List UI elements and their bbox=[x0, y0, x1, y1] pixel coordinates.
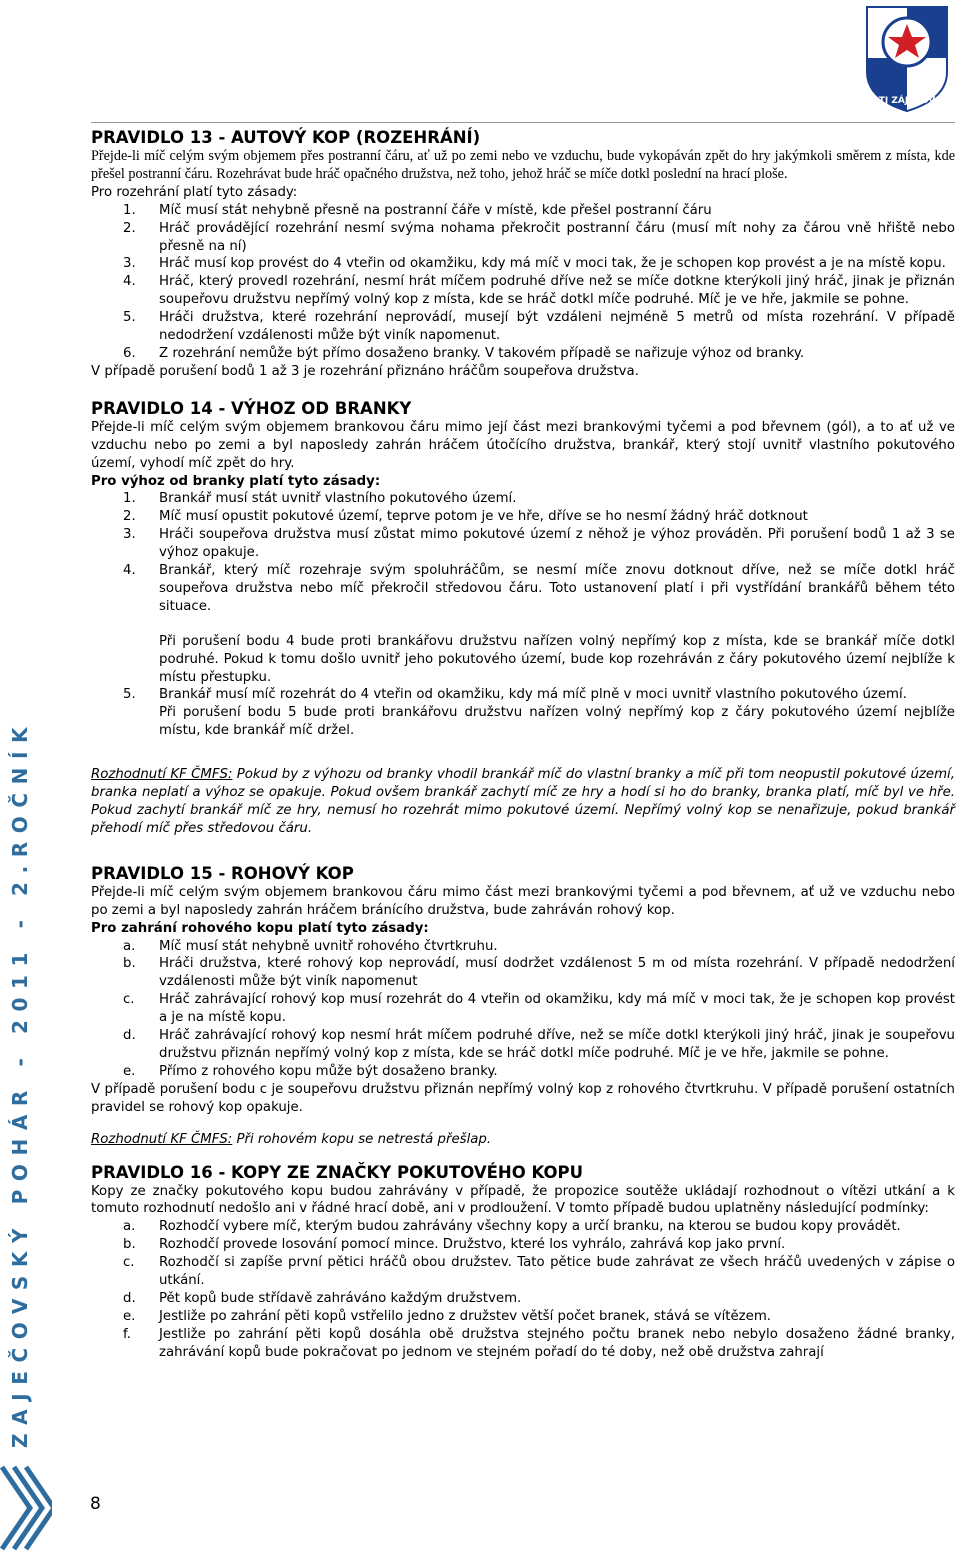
list-item: a. Míč musí stát nehybně uvnitř rohového čtvrtkruhu. bbox=[123, 938, 498, 954]
rule14-intro: Přejde-li míč celým svým objemem brankovou čáru mimo její část mezi brankovými tyčemi a pod břevnem (gól), a to ať už ve vzduchu nebo po zemi a byl naposledy zahrán hráčem útočícího družstva, brankář, který stojí uvnitř vlastního pokutového území, vyhodí míč zpět do hry. bbox=[91, 419, 955, 471]
list-item: c. Rozhodčí si zapíše první pětici hráčů obou družstev. Tato pětice bude zahrávat ze všech hráčů uvedených v zápise o utkání. bbox=[123, 1255, 955, 1289]
rule15-decision: Rozhodnutí KF ČMFS: Při rohovém kopu se netrestá přešlap. bbox=[91, 1131, 492, 1147]
list-item: e. Přímo z rohového kopu může být dosaženo branky. bbox=[123, 1063, 498, 1079]
rule15-list bbox=[91, 938, 955, 1081]
list-item: 2. Hráč provádějící rozehrání nesmí svýma nohama překročit postranní čáru (musí mít nohy za čárou vně hřiště nebo přesně na ní) bbox=[123, 220, 955, 254]
rule13-title: PRAVIDLO 13 - AUTOVÝ KOP (ROZEHRÁNÍ) bbox=[91, 128, 481, 147]
rule14-para5b: Při porušení bodu 5 bude proti brankářovu družstvu nařízen volný nepřímý kop z čáry pokutového území nejblíže místu, kde brankář míč držel. bbox=[159, 705, 955, 739]
list-item: 5. Hráči družstva, které rozehrání neprovádí, musejí být vzdáleni nejméně 5 metrů od místa rozehrání. V případě nedodržení vzdálenosti může být viník napomenut. bbox=[123, 310, 955, 344]
list-item: f. Jestliže po zahrání pěti kopů dosáhla obě družstva stejného počtu branek nebo nebylo dosaženo žádné branky, zahrávání kopů bude pokračovat po jednom ve stejném pořadí do té doby, než obě družstva zahrají bbox=[123, 1326, 955, 1360]
rule14-rules-head: Pro výhoz od branky platí tyto zásady: bbox=[91, 473, 381, 489]
list-item: 1. Míč musí stát nehybně přesně na postranní čáře v místě, kde přešel postranní čáru bbox=[123, 202, 712, 218]
rule13-rules-head: Pro rozehrání platí tyto zásady: bbox=[91, 184, 298, 200]
rule14-decision: Rozhodnutí KF ČMFS: Pokud by z výhozu od branky vhodil brankář míč do vlastní branky a míč při tom neopustil pokutové území, branka neplatí a výhoz se opakuje. Pokud ovšem brankář zachytí míč ze hry a hodí si ho do branky, branka platí, míč byl ve hře. Pokud zachytí brankář míč ze hry, nemusí ho rozehrát mimo pokutové území. Nepřímý volný kop se nenařizuje, pokud brankář přehodí míč přes středovou čáru. bbox=[91, 767, 955, 836]
list-item: 3. Hráči soupeřova družstva musí zůstat mimo pokutové území z něhož je výhoz prováděn. Při porušení bodů 1 až 3 se výhoz opakuje. bbox=[123, 527, 955, 561]
club-logo bbox=[862, 2, 952, 112]
rule13-list bbox=[91, 202, 955, 363]
side-banner-text: ZAJEČOVSKÝ POHÁR - 2011 - 2.ROČNÍK bbox=[8, 718, 32, 1448]
rule14-para4b: Při porušení bodu 4 bude proti brankářovu družstvu nařízen volný nepřímý kop z místa, kde se brankář míče dotkl podruhé. Pokud k tomu došlo uvnitř jeho pokutového území, bude kop rozehráván z čáry pokutového území nejblíže k místu přestupku. bbox=[159, 633, 955, 685]
list-item: d. Pět kopů bude střídavě zahráváno každým družstvem. bbox=[123, 1290, 522, 1306]
list-item: e. Jestliže po zahrání pěti kopů vstřelilo jedno z družstev větší počet branek, stává se vítězem. bbox=[123, 1308, 772, 1324]
chevron-decoration-icon bbox=[0, 1463, 52, 1553]
rule14-title: PRAVIDLO 14 - VÝHOZ OD BRANKY bbox=[91, 398, 412, 418]
document-body bbox=[91, 128, 955, 1362]
list-item: d. Hráč zahrávající rohový kop nesmí hrát míčem podruhé dříve, než se míče dotkl kterýkoli jiný hráč, jinak je soupeřovu družstvu přiznán nepřímý volný kop z místa, kde se hráč dotkl míče podruhé. Míč je ve hře, jakmile se pohne. bbox=[123, 1028, 955, 1061]
rule15-title: PRAVIDLO 15 - ROHOVÝ KOP bbox=[91, 863, 354, 883]
page-number: 8 bbox=[90, 1494, 101, 1514]
rule15-outro: V případě porušení bodu c je soupeřovu družstvu přiznán nepřímý volný kop z rohového čtvrtkruhu. V případě porušení ostatních pravidel se rohový kop opakuje. bbox=[91, 1081, 955, 1115]
rule13-intro: Přejde-li míč celým svým objemem přes postranní čáru, ať už po zemi nebo ve vzduchu, bude vykopáván zpět do hry jakýmkoli směrem z místa, kde přešel postranní čáru. Rozehrávat bude hráč opačného družstva, než toho, jehož hráč se míče dotkl poslední na hrací ploše. bbox=[91, 148, 955, 182]
rule15-intro: Přejde-li míč celým svým objemem brankovou čáru mimo část mezi brankovými tyčemi a pod břevnem, ať už ve vzduchu nebo po zemi a byl naposledy zahrán hráčem bránícího družstva, bude zahráván rohový kop. bbox=[91, 884, 955, 918]
list-item: b. Hráči družstva, které rohový kop neprovádí, musí dodržet vzdálenost 5 m od místa rozehrání. V případě nedodržení vzdálenosti může být viník napomenut bbox=[123, 956, 955, 990]
list-item: a. Rozhodčí vybere míč, kterým budou zahrávány všechny kopy a určí branku, na kterou se budou kopy provádět. bbox=[123, 1219, 901, 1235]
logo-text: TJ ZÁJEČOV bbox=[878, 96, 936, 106]
list-item: c. Hráč zahrávající rohový kop musí rozehrát do 4 vteřin od okamžiku, kdy má míč v moci tak, že je schopen kop provést a je na místě kopu. bbox=[123, 992, 955, 1026]
rule14-list bbox=[91, 490, 955, 740]
list-item: 6. Z rozehrání nemůže být přímo dosaženo branky. V takovém případě se nařizuje výhoz od branky. bbox=[123, 345, 805, 361]
list-item: 3. Hráč musí kop provést do 4 vteřin od okamžiku, kdy má míč v moci tak, že je schopen kop provést a je na místě kopu. bbox=[123, 256, 946, 272]
rule16-title: PRAVIDLO 16 - KOPY ZE ZNAČKY POKUTOVÉHO KOPU bbox=[91, 1162, 584, 1182]
rule15-rules-head: Pro zahrání rohového kopu platí tyto zásady: bbox=[91, 920, 429, 936]
rule13-outro: V případě porušení bodů 1 až 3 je rozehrání přiznáno hráčům soupeřova družstva. bbox=[91, 363, 639, 379]
rule16-intro: Kopy ze značky pokutového kopu budou zahrávány v případě, že propozice soutěže ukládají rozhodnout o vítězi utkání a k tomuto rozhodnutí nedošlo ani v řádné hrací době, ani v prodloužení. V tomto případě budou uplatněny následující podmínky: bbox=[91, 1183, 955, 1217]
rule16-list bbox=[91, 1218, 955, 1361]
header-rule bbox=[91, 122, 955, 123]
list-item: b. Rozhodčí provede losování pomocí mince. Družstvo, které los vyhrálo, zahrává kop jako první. bbox=[123, 1237, 786, 1253]
list-item: 2. Míč musí opustit pokutové území, teprve potom je ve hře, dříve se ho nesmí žádný hráč dotknout bbox=[123, 509, 808, 525]
list-item: 4. Hráč, který provedl rozehrání, nesmí hrát míčem podruhé dříve než se míče dotkne kterýkoli jiný hráč, jinak je přiznán soupeřovu družstvu nepřímý volný kop z místa, kde se hráč dotkl míče podruhé. Míč je ve hře, jakmile se pohne. bbox=[123, 274, 955, 308]
list-item: 5. Brankář musí míč rozehrát do 4 vteřin od okamžiku, kdy má míč plně v moci uvnitř vlastního pokutového území. bbox=[123, 687, 907, 703]
list-item: 1. Brankář musí stát uvnitř vlastního pokutového území. bbox=[123, 491, 517, 507]
list-item: 4. Brankář, který míč rozehraje svým spoluhráčům, se nesmí míče znovu dotknout dříve, než se míče dotkl hráč soupeřova družstva nebo míč překročil středovou čáru. Toto ustanovení platí i při vystřídání brankářů během této situace. bbox=[123, 563, 955, 614]
